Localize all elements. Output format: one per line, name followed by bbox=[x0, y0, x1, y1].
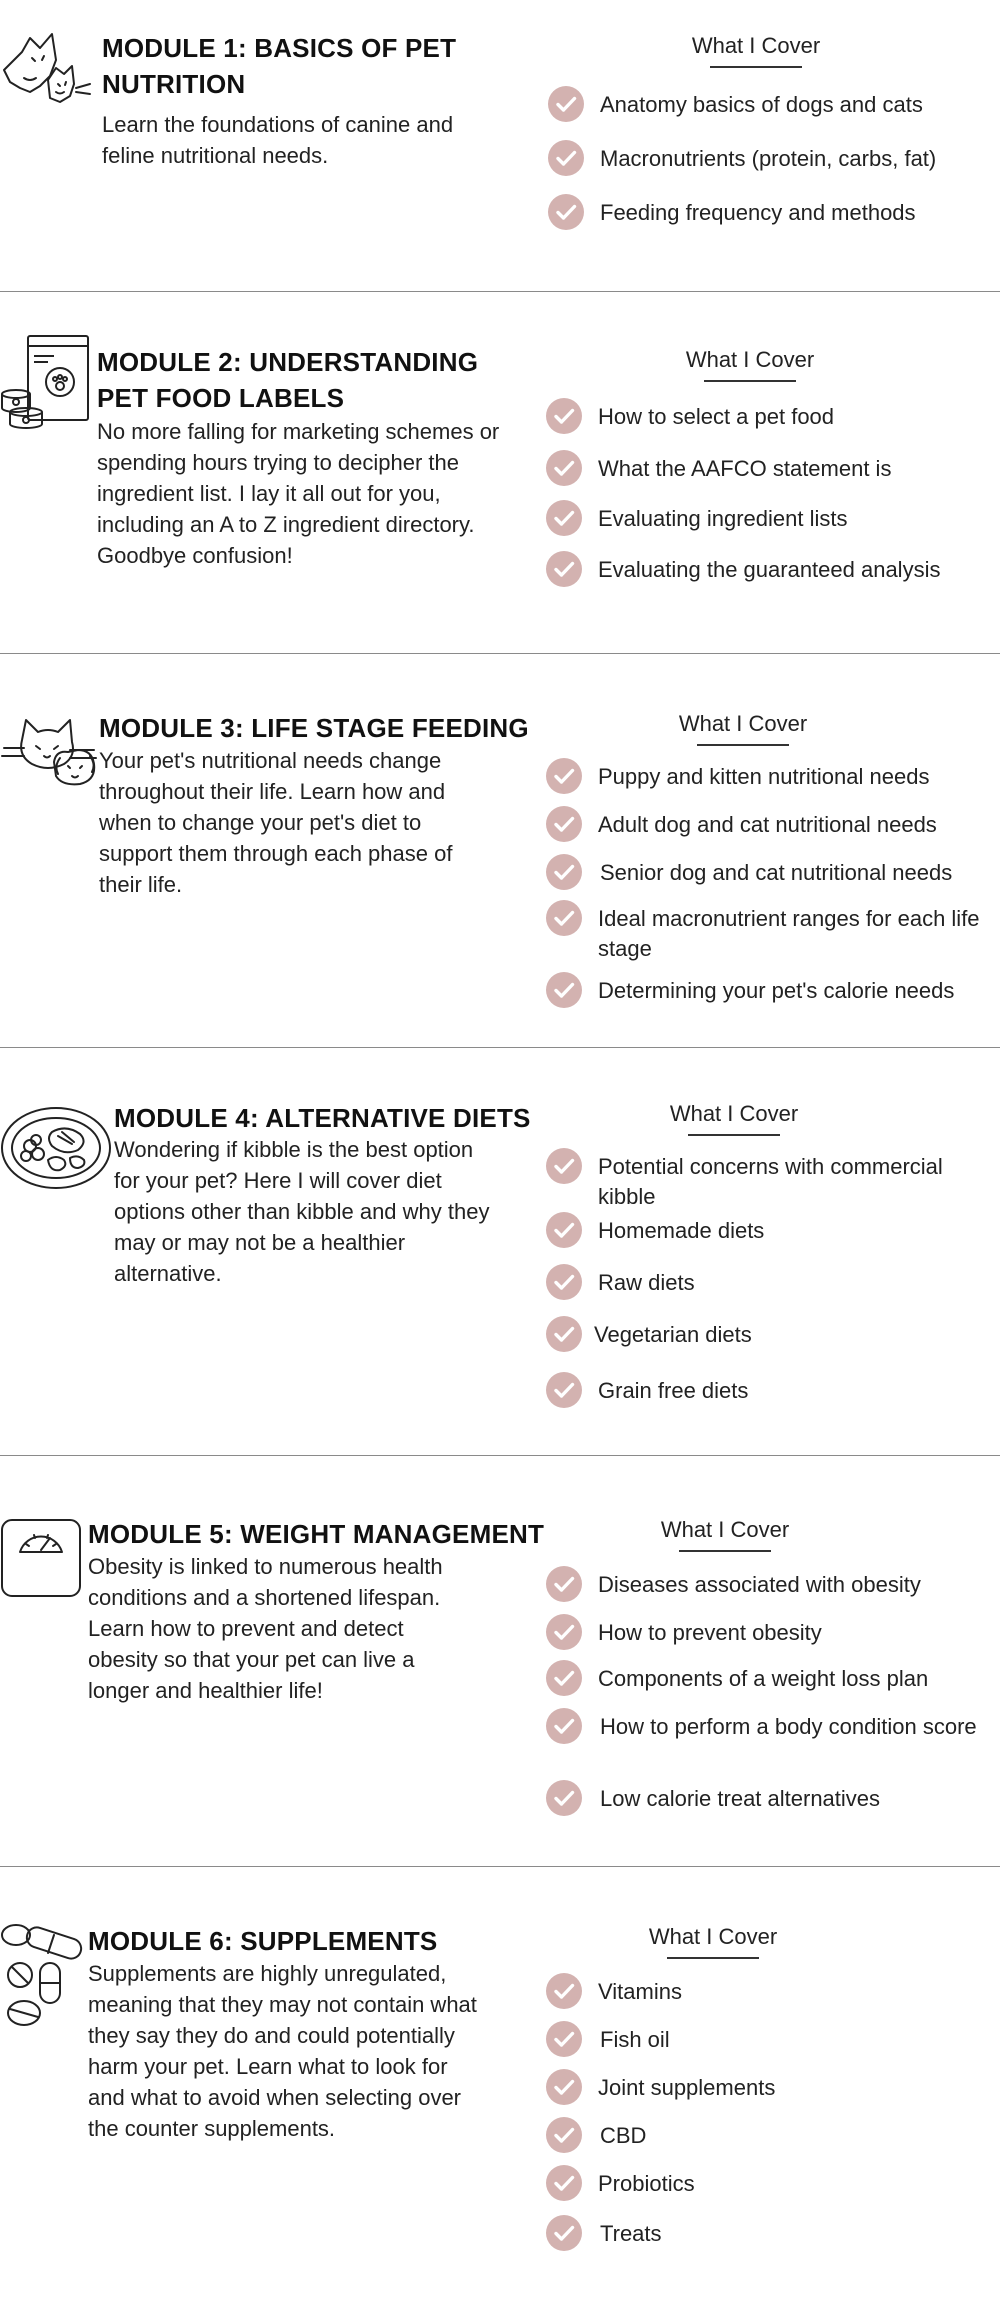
checkmark-icon bbox=[546, 900, 582, 936]
module-title: MODULE 6: SUPPLEMENTS bbox=[88, 1926, 438, 1956]
pills-capsules-icon bbox=[0, 1923, 86, 2029]
list-item bbox=[546, 1212, 986, 1248]
checkmark-icon bbox=[546, 854, 582, 890]
list-item-text: Evaluating ingredient lists bbox=[598, 506, 848, 531]
module-description: No more falling for marketing schemes or spending hours trying to decipher the ingredient list. I lay it all out for you, including an A to Z ingredient directory. Goodbye confusion! bbox=[97, 419, 500, 568]
list-item-text: Potential concerns with commercial kibble bbox=[598, 1154, 943, 1209]
checkmark-icon bbox=[546, 1372, 582, 1408]
list-item-text: Adult dog and cat nutritional needs bbox=[598, 812, 937, 837]
list-item bbox=[546, 854, 986, 890]
list-item bbox=[546, 1614, 986, 1650]
list-item-text: Feeding frequency and methods bbox=[600, 200, 916, 225]
list-item bbox=[546, 1708, 986, 1772]
checkmark-icon bbox=[546, 1708, 582, 1744]
module-3 bbox=[0, 654, 1000, 1048]
module-title: MODULE 5: WEIGHT MANAGEMENT bbox=[88, 1519, 545, 1549]
list-item bbox=[548, 194, 988, 230]
module-description: Learn the foundations of canine and feline nutritional needs. bbox=[102, 112, 454, 168]
checkmark-icon bbox=[548, 194, 584, 230]
list-item bbox=[546, 758, 986, 794]
checkmark-icon bbox=[546, 1264, 582, 1300]
what-i-cover-heading: What I Cover bbox=[670, 346, 830, 382]
module-2 bbox=[0, 292, 1000, 654]
checkmark-icon bbox=[546, 2069, 582, 2105]
checkmark-icon bbox=[546, 1660, 582, 1696]
module-title: MODULE 1: BASICS OF PET NUTRITION bbox=[102, 33, 457, 99]
checkmark-icon bbox=[546, 1780, 582, 1816]
checkmark-icon bbox=[546, 2021, 582, 2057]
module-title: MODULE 3: LIFE STAGE FEEDING bbox=[99, 713, 529, 743]
list-item bbox=[546, 2117, 986, 2153]
list-item-text: CBD bbox=[600, 2123, 647, 2148]
list-item-text: Senior dog and cat nutritional needs bbox=[600, 860, 953, 885]
list-item-text: Macronutrients (protein, carbs, fat) bbox=[600, 146, 937, 171]
what-i-cover-heading: What I Cover bbox=[645, 1516, 805, 1552]
checkmark-icon bbox=[546, 500, 582, 536]
list-item bbox=[546, 2215, 986, 2251]
list-item-text: Treats bbox=[600, 2221, 662, 2246]
list-item-text: Anatomy basics of dogs and cats bbox=[600, 92, 923, 117]
list-item bbox=[546, 398, 986, 434]
list-item-text: Determining your pet's calorie needs bbox=[598, 978, 955, 1003]
food-plate-icon bbox=[0, 1102, 112, 1194]
checkmark-icon bbox=[548, 140, 584, 176]
checkmark-icon bbox=[546, 972, 582, 1008]
checkmark-icon bbox=[546, 1148, 582, 1184]
list-item-text: Diseases associated with obesity bbox=[598, 1572, 921, 1597]
list-item bbox=[546, 2165, 986, 2201]
list-item-text: What the AAFCO statement is bbox=[598, 456, 892, 481]
module-4 bbox=[0, 1048, 1000, 1456]
list-item bbox=[548, 140, 988, 176]
checkmark-icon bbox=[546, 2165, 582, 2201]
module-description: Obesity is linked to numerous health conditions and a shortened lifespan. Learn how to prevent and detect obesity so that your pet can live a longer and healthier life! bbox=[88, 1554, 443, 1703]
module-5 bbox=[0, 1456, 1000, 1866]
list-item bbox=[546, 1264, 986, 1300]
pet-food-bag-and-cans-icon bbox=[0, 332, 92, 432]
what-i-cover-heading: What I Cover bbox=[663, 710, 823, 746]
kitten-and-puppy-icon bbox=[0, 710, 104, 790]
checkmark-icon bbox=[546, 1614, 582, 1650]
checkmark-icon bbox=[546, 758, 582, 794]
list-item-text: Fish oil bbox=[600, 2027, 670, 2052]
what-i-cover-heading: What I Cover bbox=[654, 1100, 814, 1136]
module-6 bbox=[0, 1867, 1000, 2319]
list-item-text: Ideal macronutrient ranges for each life stage bbox=[598, 906, 980, 961]
list-item bbox=[546, 972, 986, 1008]
dog-and-cat-icon bbox=[0, 30, 96, 110]
list-item-text: How to select a pet food bbox=[598, 404, 835, 429]
checkmark-icon bbox=[546, 2215, 582, 2251]
checkmark-icon bbox=[546, 1566, 582, 1602]
checkmark-icon bbox=[546, 1212, 582, 1248]
list-item bbox=[546, 1148, 986, 1212]
list-item bbox=[546, 1372, 986, 1408]
checkmark-icon bbox=[546, 450, 582, 486]
list-item bbox=[548, 86, 988, 122]
list-item-text: Components of a weight loss plan bbox=[598, 1666, 929, 1691]
checkmark-icon bbox=[546, 551, 582, 587]
module-title: MODULE 4: ALTERNATIVE DIETS bbox=[114, 1103, 531, 1133]
list-item-text: Raw diets bbox=[598, 1270, 695, 1295]
list-item bbox=[546, 450, 986, 486]
list-item bbox=[546, 1973, 986, 2009]
list-item bbox=[546, 900, 986, 964]
list-item-text: Vegetarian diets bbox=[594, 1322, 752, 1347]
module-title: MODULE 2: UNDERSTANDING PET FOOD LABELS bbox=[97, 347, 479, 413]
module-description: Wondering if kibble is the best option for your pet? Here I will cover diet options other than kibble and why they may or may not be a healthier alternative. bbox=[114, 1137, 490, 1286]
list-item bbox=[546, 1316, 986, 1352]
list-item bbox=[546, 1566, 986, 1602]
module-description: Supplements are highly unregulated, meaning that they may not contain what they say they do and could potentially harm your pet. Learn what to look for and what to avoid when selecting over the counter supplements. bbox=[88, 1961, 477, 2141]
list-item bbox=[546, 551, 986, 587]
list-item-text: Homemade diets bbox=[598, 1218, 765, 1243]
checkmark-icon bbox=[546, 398, 582, 434]
checkmark-icon bbox=[546, 2117, 582, 2153]
list-item-text: Puppy and kitten nutritional needs bbox=[598, 764, 930, 789]
list-item bbox=[546, 2069, 986, 2105]
list-item-text: Evaluating the guaranteed analysis bbox=[598, 557, 941, 582]
list-item-text: Joint supplements bbox=[598, 2075, 776, 2100]
what-i-cover-heading: What I Cover bbox=[633, 1923, 793, 1959]
module-description: Your pet's nutritional needs change throughout their life. Learn how and when to change your pet's diet to support them through each phase of their life. bbox=[99, 748, 453, 897]
list-item-text: How to prevent obesity bbox=[598, 1620, 822, 1645]
module-1 bbox=[0, 0, 1000, 292]
checkmark-icon bbox=[548, 86, 584, 122]
list-item-text: Probiotics bbox=[598, 2171, 695, 2196]
checkmark-icon bbox=[546, 1973, 582, 2009]
list-item-text: How to perform a body condition score bbox=[600, 1714, 977, 1739]
weight-scale-icon bbox=[0, 1518, 84, 1600]
what-i-cover-heading: What I Cover bbox=[676, 32, 836, 68]
list-item bbox=[546, 806, 986, 842]
list-item bbox=[546, 1660, 986, 1696]
checkmark-icon bbox=[546, 1316, 582, 1352]
list-item-text: Vitamins bbox=[598, 1979, 682, 2004]
list-item bbox=[546, 1780, 986, 1816]
list-item-text: Grain free diets bbox=[598, 1378, 749, 1403]
list-item-text: Low calorie treat alternatives bbox=[600, 1786, 881, 1811]
list-item bbox=[546, 500, 986, 536]
list-item bbox=[546, 2021, 986, 2057]
checkmark-icon bbox=[546, 806, 582, 842]
